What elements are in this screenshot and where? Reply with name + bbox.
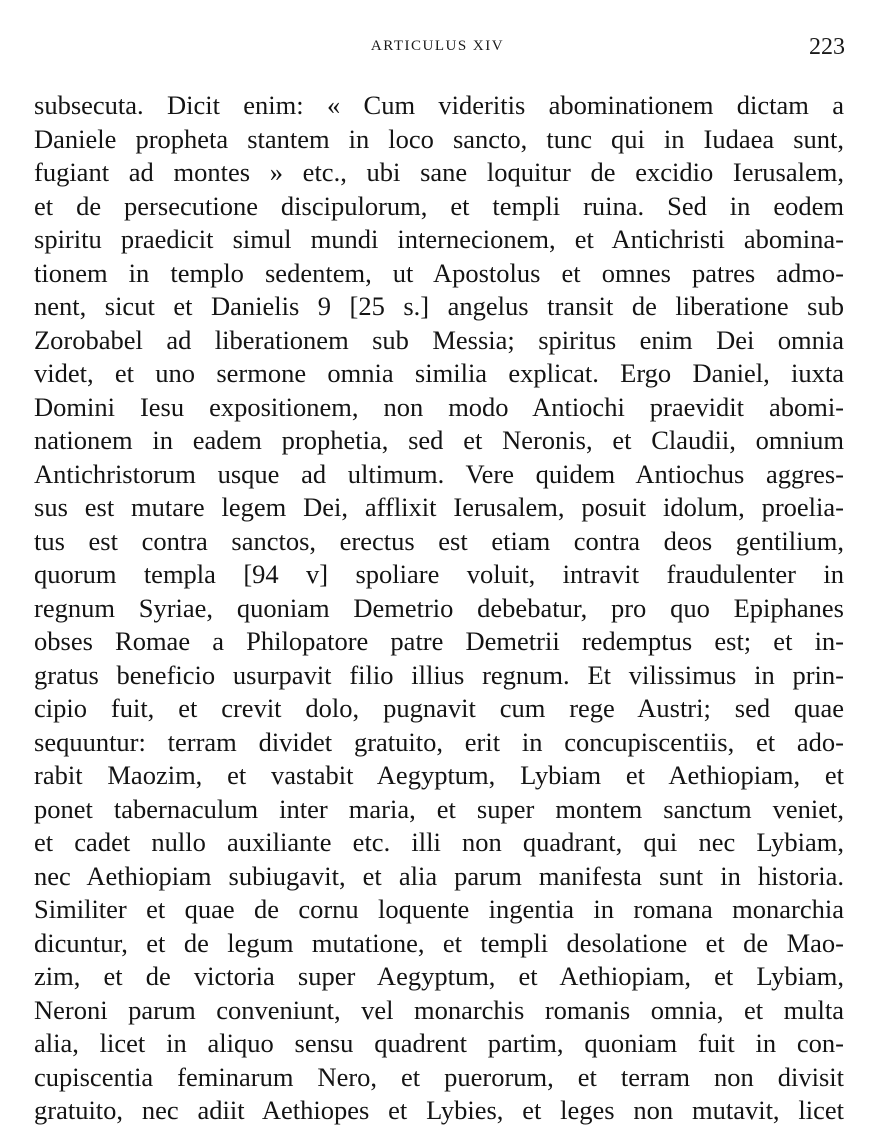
text-line: Daniele propheta stantem in loco sancto, tunc qui in Iudaea sunt, bbox=[34, 123, 844, 154]
text-line: fugiant ad montes » etc., ubi sane loquitur de excidio Ierusalem, bbox=[34, 157, 844, 187]
body-text bbox=[34, 89, 844, 1128]
text-line: cupiscentia feminarum Nero, et puerorum, et terram non divisit bbox=[34, 1061, 844, 1092]
text-line: tus est contra sanctos, erectus est etiam contra deos gentilium, bbox=[34, 525, 844, 556]
text-line: gratus beneficio usurpavit filio illius regnum. Et vilissimus in prin- bbox=[34, 659, 844, 690]
text-line: nationem in eadem prophetia, sed et Neronis, et Claudii, omnium bbox=[34, 425, 844, 455]
text-line: Antichristorum usque ad ultimum. Vere quidem Antiochus aggres- bbox=[34, 458, 844, 489]
text-line: tionem in templo sedentem, ut Apostolus et omnes patres admo- bbox=[34, 257, 844, 288]
text-line: Neroni parum conveniunt, vel monarchis romanis omnia, et multa bbox=[34, 994, 844, 1025]
text-line: et cadet nullo auxiliante etc. illi non quadrant, qui nec Lybiam, bbox=[34, 827, 844, 857]
text-line: Domini Iesu expositionem, non modo Antiochi praevidit abomi- bbox=[34, 391, 844, 422]
text-line: alia, licet in aliquo sensu quadrent partim, quoniam fuit in con- bbox=[34, 1028, 844, 1058]
text-line: subsecuta. Dicit enim: « Cum videritis abominationem dictam a bbox=[34, 90, 844, 120]
text-line: Similiter et quae de cornu loquente ingentia in romana monarchia bbox=[34, 894, 844, 924]
text-line: nec Aethiopiam subiugavit, et alia parum manifesta sunt in historia. bbox=[34, 860, 844, 891]
text-line: ponet tabernaculum inter maria, et super montem sanctum veniet, bbox=[34, 793, 844, 824]
text-line: rabit Maozim, et vastabit Aegyptum, Lybiam et Aethiopiam, et bbox=[34, 760, 844, 790]
text-line: videt, et uno sermone omnia similia explicat. Ergo Daniel, iuxta bbox=[34, 358, 844, 388]
text-line: sequuntur: terram dividet gratuito, erit in concupiscentiis, et ado- bbox=[34, 726, 844, 757]
text-line: spiritu praedicit simul mundi internecionem, et Antichristi abomina- bbox=[34, 224, 844, 254]
text-line: cipio fuit, et crevit dolo, pugnavit cum rege Austri; sed quae bbox=[34, 693, 844, 723]
text-line: nent, sicut et Danielis 9 [25 s.] angelus transit de liberatione sub bbox=[34, 291, 844, 321]
text-line: quorum templa [94 v] spoliare voluit, intravit fraudulenter in bbox=[34, 559, 844, 589]
text-line: sus est mutare legem Dei, afflixit Ierusalem, posuit idolum, proelia- bbox=[34, 492, 844, 522]
text-line: gratuito, nec adiit Aethiopes et Lybies, et leges non mutavit, licet bbox=[34, 1095, 844, 1125]
page-number: 223 bbox=[809, 34, 845, 60]
text-line: obses Romae a Philopatore patre Demetrii redemptus est; et in- bbox=[34, 626, 844, 656]
text-line: Zorobabel ad liberationem sub Messia; spiritus enim Dei omnia bbox=[34, 324, 844, 355]
running-head: ARTICULUS XIV bbox=[370, 38, 505, 54]
text-line: et de persecutione discipulorum, et templi ruina. Sed in eodem bbox=[34, 190, 844, 221]
page-header bbox=[30, 30, 845, 74]
text-line: regnum Syriae, quoniam Demetrio debebatur, pro quo Epiphanes bbox=[34, 592, 844, 623]
text-line: zim, et de victoria super Aegyptum, et Aethiopiam, et Lybiam, bbox=[34, 961, 844, 991]
text-line: dicuntur, et de legum mutatione, et templi desolatione et de Mao- bbox=[34, 927, 844, 958]
